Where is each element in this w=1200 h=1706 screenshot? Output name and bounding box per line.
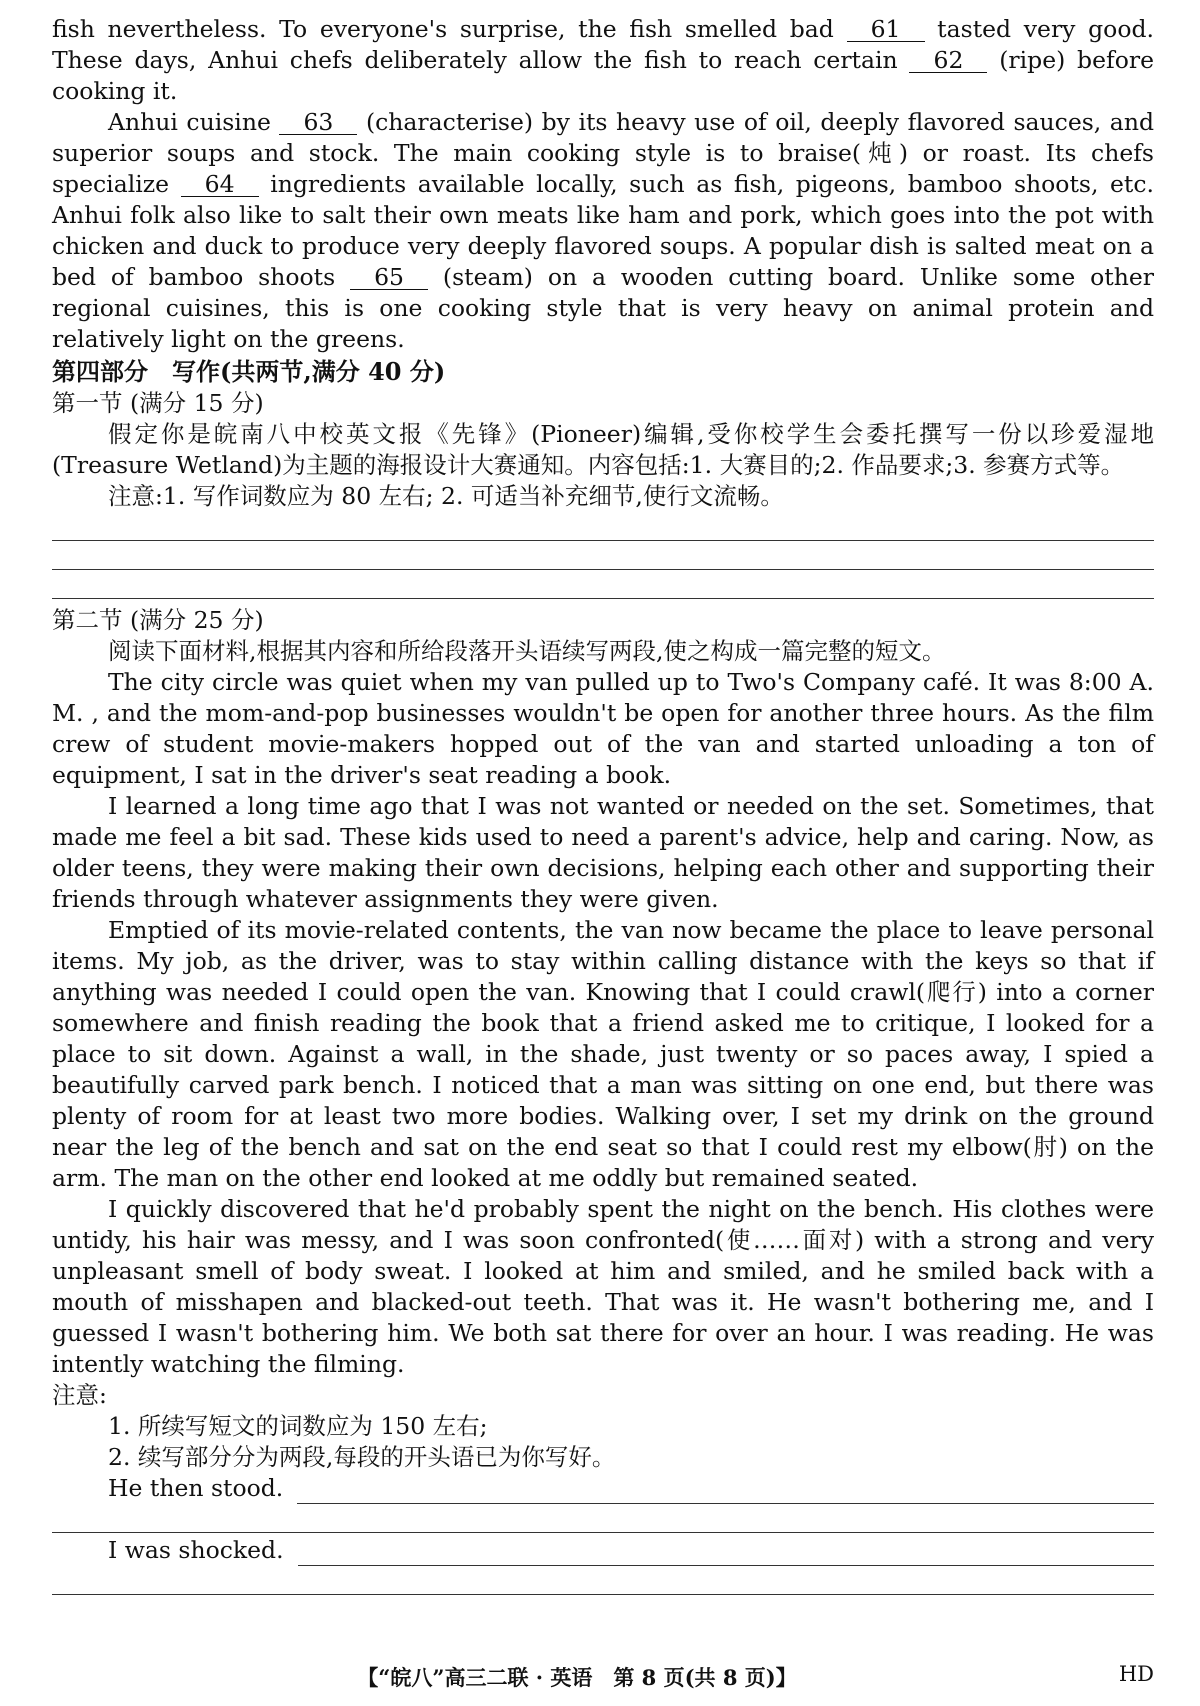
blank-63[interactable]: 63 [279, 110, 357, 135]
answer-line[interactable] [52, 512, 1154, 541]
text: (ripe) before cooking it. [52, 46, 1154, 105]
text: tasted very good. These days, Anhui chefs deliberately allow the fish to reach certain [52, 15, 1154, 74]
starter-1: He then stood. [108, 1474, 284, 1502]
notes-label: 注意: [52, 1381, 107, 1409]
reading-paragraph-1 [52, 14, 1154, 107]
continuation-paragraph-1[interactable] [52, 1473, 1154, 1504]
blank-62[interactable]: 62 [909, 48, 987, 73]
answer-line[interactable] [52, 1504, 1154, 1533]
answer-line[interactable] [52, 1566, 1154, 1595]
text: fish nevertheless. To everyone's surprise, the fish smelled bad [52, 15, 847, 43]
note-1: 1. 所续写短文的词数应为 150 左右; [108, 1412, 488, 1440]
note-2: 2. 续写部分分为两段,每段的开头语已为你写好。 [108, 1443, 616, 1471]
story-paragraph-1: The city circle was quiet when my van pulled up to Two's Company café. It was 8:00 A. M. , and the mom-and-pop businesses wouldn't be open for another three hours. As the film crew of student movie-makers hopped out of the van and started unloading a ton of equipment, I sat in the driver's seat reading a book. [52, 668, 1154, 789]
story-paragraph-4: I quickly discovered that he'd probably spent the night on the bench. His clothes were untidy, his hair was messy, and I was soon confronted(使……面对) with a strong and very unpleasant smell of body sweat. I looked at him and smiled, and he smiled back with a mouth of misshapen and blacked-out teeth. That was it. He wasn't bothering me, and I guessed I wasn't bothering him. We both sat there for over an hour. I was reading. He was intently watching the filming. [52, 1195, 1154, 1378]
blank-65[interactable]: 65 [350, 265, 428, 290]
section1-heading: 第一节 (满分 15 分) [52, 389, 264, 417]
reading-paragraph-2 [52, 107, 1154, 355]
part4-heading: 第四部分 写作(共两节,满分 40 分) [52, 357, 446, 386]
section1-note: 注意:1. 写作词数应为 80 左右; 2. 可适当补充细节,使行文流畅。 [108, 482, 784, 510]
blank-61[interactable]: 61 [847, 17, 925, 42]
text: Anhui cuisine [108, 108, 280, 136]
page-footer [0, 1662, 1154, 1692]
text: ingredients available locally, such as fish, pigeons, bamboo shoots, etc. Anhui folk also like to salt their own meats like ham and pork, which goes into the pot with chicken and duck to produce very deeply flavored soups. A popular dish is salted meat on a bed of bamboo shoots [52, 170, 1154, 291]
text: (characterise) by its heavy use of oil, deeply flavored sauces, and superior soups and stock. The main cooking style is to braise(炖) or roast. Its chefs specialize [52, 108, 1154, 198]
starter-2: I was shocked. [108, 1536, 284, 1564]
answer-line[interactable] [298, 1539, 1154, 1566]
story-paragraph-2: I learned a long time ago that I was not wanted or needed on the set. Sometimes, that made me feel a bit sad. These kids used to need a parent's advice, help and caring. Now, as older teens, they were making their own decisions, helping each other and supporting their friends through whatever assignments they were given. [52, 792, 1154, 913]
section2-heading: 第二节 (满分 25 分) [52, 606, 264, 634]
text: (steam) on a wooden cutting board. Unlike some other regional cuisines, this is one cooking style that is very heavy on animal protein and relatively light on the greens. [52, 263, 1154, 353]
continuation-paragraph-2[interactable] [52, 1535, 1154, 1566]
section1-writing-area[interactable] [52, 512, 1154, 599]
blank-64[interactable]: 64 [181, 172, 259, 197]
answer-line[interactable] [52, 570, 1154, 599]
footer-code: HD [1118, 1662, 1154, 1686]
story-paragraph-3: Emptied of its movie-related contents, the van now became the place to leave personal items. My job, as the driver, was to stay within calling distance with the keys so that if anything was needed I could open the van. Knowing that I could crawl(爬行) into a corner somewhere and finish reading the book that a friend asked me to critique, I looked for a place to sit down. Against a wall, in the shade, just twenty or so paces away, I spied a beautifully carved park bench. I noticed that a man was sitting on one end, but there was plenty of room for at least two more bodies. Walking over, I set my drink on the ground near the leg of the bench and sat on the end seat so that I could rest my elbow(肘) on the arm. The man on the other end looked at me oddly but remained seated. [52, 916, 1154, 1192]
footer-page-info: 【“皖八”高三二联 · 英语 第 8 页(共 8 页)】 [357, 1665, 797, 1690]
section1-prompt: 假定你是皖南八中校英文报《先锋》(Pioneer)编辑,受你校学生会委托撰写一份以珍爱湿地(Treasure Wetland)为主题的海报设计大赛通知。内容包括:1. 大赛目的;2. 作品要求;3. 参赛方式等。 [52, 420, 1154, 479]
answer-line[interactable] [297, 1477, 1154, 1504]
answer-line[interactable] [52, 541, 1154, 570]
section2-instruction: 阅读下面材料,根据其内容和所给段落开头语续写两段,使之构成一篇完整的短文。 [108, 637, 946, 665]
